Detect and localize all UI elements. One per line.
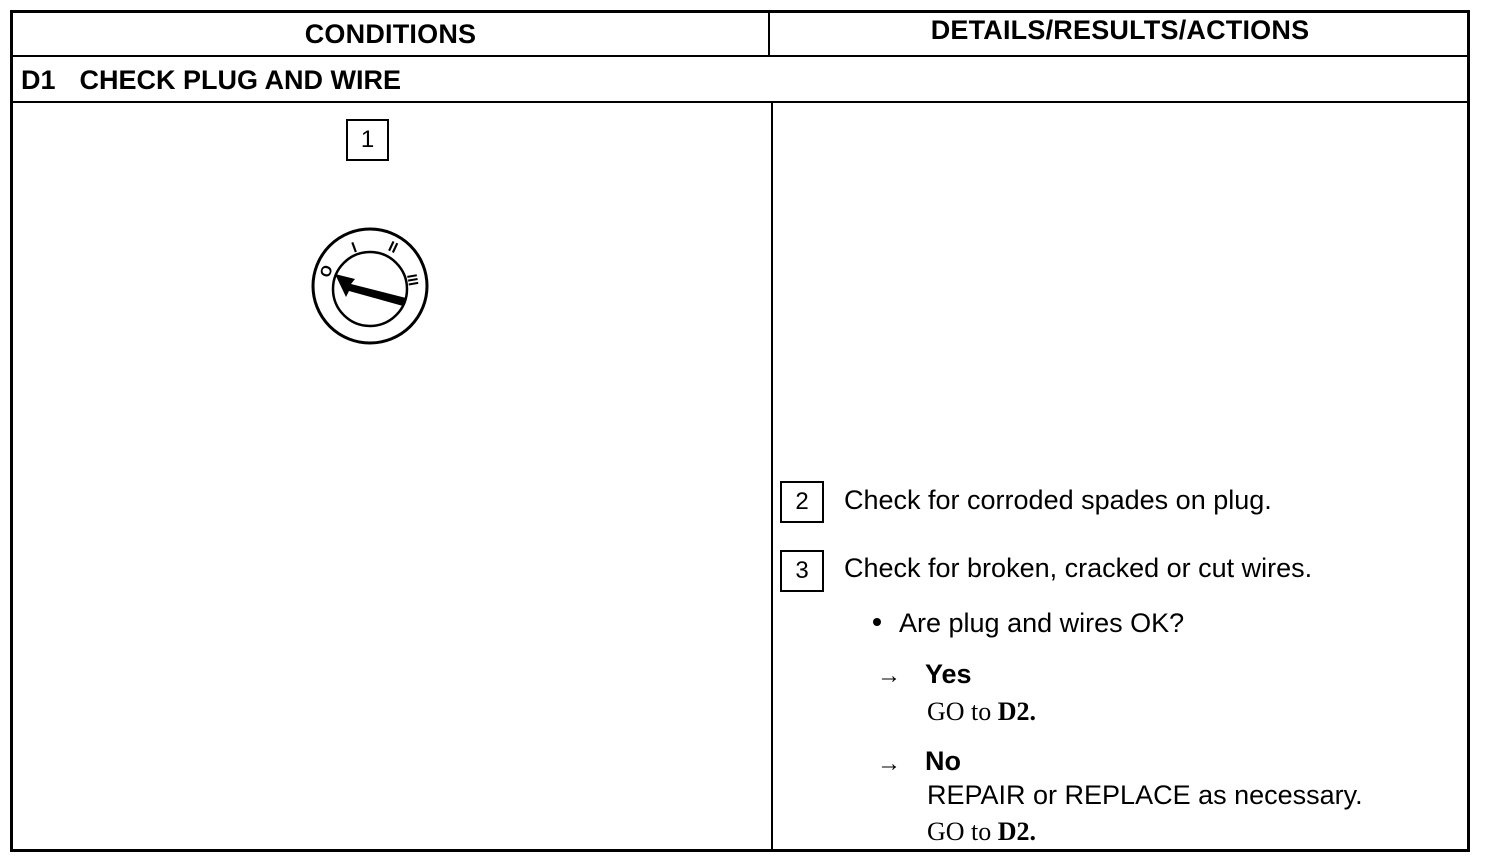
yes-arrow-icon: → bbox=[877, 662, 901, 689]
switch-position-3: III bbox=[404, 272, 422, 287]
step-2-text: Check for corroded spades on plug. bbox=[844, 485, 1272, 515]
diagnostic-table bbox=[10, 10, 1470, 852]
switch-position-0: O bbox=[316, 262, 337, 280]
no-goto-target: D2. bbox=[997, 817, 1037, 846]
question-bullet bbox=[873, 608, 1184, 639]
body-column-divider bbox=[771, 102, 773, 852]
switch-key-pointer bbox=[335, 274, 406, 306]
no-goto bbox=[927, 817, 1036, 847]
switch-position-2: II bbox=[385, 238, 401, 257]
header-conditions: CONDITIONS bbox=[304, 18, 477, 49]
header-details: DETAILS/RESULTS/ACTIONS bbox=[930, 14, 1310, 45]
ignition-switch-icon bbox=[303, 225, 443, 347]
no-action: REPAIR or REPLACE as necessary. bbox=[927, 780, 1363, 810]
step-1-box: 1 bbox=[346, 119, 389, 161]
yes-goto bbox=[927, 697, 1036, 727]
question-text: Are plug and wires OK? bbox=[899, 608, 1185, 638]
yes-goto-target: D2. bbox=[997, 697, 1037, 726]
no-goto-prefix: GO to bbox=[927, 817, 992, 846]
bullet-icon bbox=[873, 618, 881, 626]
section-name: CHECK PLUG AND WIRE bbox=[79, 64, 402, 95]
yes-label: Yes bbox=[925, 659, 972, 689]
step-2-box: 2 bbox=[780, 481, 824, 523]
step-3-text: Check for broken, cracked or cut wires. bbox=[844, 553, 1313, 583]
no-arrow-icon: → bbox=[877, 750, 901, 777]
step-3-box: 3 bbox=[780, 550, 824, 592]
yes-goto-prefix: GO to bbox=[927, 697, 992, 726]
section-code: D1 bbox=[21, 64, 56, 95]
section-title bbox=[21, 57, 401, 103]
no-label: No bbox=[925, 746, 961, 776]
switch-position-1: I bbox=[349, 239, 360, 257]
